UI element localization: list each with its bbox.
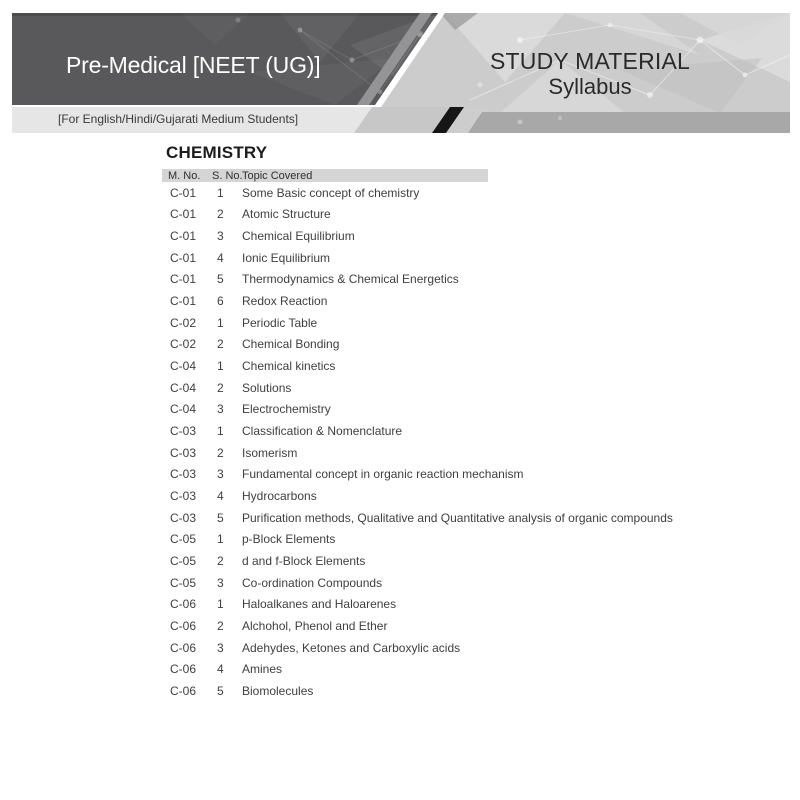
row-serial-no: 2 [217,618,224,633]
row-serial-no: 4 [217,250,224,265]
row-topic: Alchohol, Phenol and Ether [242,618,388,633]
table-row [162,399,772,421]
row-module-no: C-01 [170,185,197,200]
table-row [162,507,772,529]
row-serial-no: 1 [217,597,224,612]
row-serial-no: 6 [217,294,224,309]
table-row [162,182,772,204]
table-row [162,572,772,594]
row-serial-no: 2 [217,337,224,352]
table-row [162,204,772,226]
row-serial-no: 1 [217,185,224,200]
row-module-no: C-06 [170,683,197,698]
table-row [162,312,772,334]
row-serial-no: 1 [217,532,224,547]
row-module-no: C-01 [170,207,197,222]
syllabus-label: Syllabus [548,74,632,99]
row-serial-no: 1 [217,315,224,330]
row-topic: Electrochemistry [242,402,331,417]
table-row [162,593,772,615]
row-serial-no: 3 [217,402,224,417]
row-serial-no: 2 [217,380,224,395]
table-row [162,247,772,269]
row-serial-no: 2 [217,207,224,222]
row-module-no: C-06 [170,662,197,677]
table-row [162,658,772,680]
row-module-no: C-03 [170,424,197,439]
row-module-no: C-01 [170,250,197,265]
row-serial-no: 3 [217,229,224,244]
study-material-label: STUDY MATERIAL [489,48,691,74]
row-topic: Adehydes, Ketones and Carboxylic acids [242,640,461,655]
row-module-no: C-06 [170,618,197,633]
row-topic: Amines [242,662,283,677]
row-topic: Atomic Structure [242,207,331,222]
syllabus-table-body [162,182,772,702]
table-header-row [162,169,488,182]
row-module-no: C-03 [170,489,197,504]
row-topic: Thermodynamics & Chemical Energetics [242,272,459,287]
row-topic: d and f-Block Elements [242,553,366,568]
table-row [162,269,772,291]
row-serial-no: 5 [217,510,224,525]
row-module-no: C-04 [170,380,197,395]
material-title-block [470,50,710,98]
row-serial-no: 4 [217,662,224,677]
row-topic: Solutions [242,380,292,395]
subject-heading: CHEMISTRY [166,143,268,162]
table-row [162,442,772,464]
table-row [162,615,772,637]
row-module-no: C-02 [170,315,197,330]
row-topic: Chemical Bonding [242,337,340,352]
row-serial-no: 5 [217,272,224,287]
row-topic: Redox Reaction [242,294,328,309]
row-serial-no: 4 [217,489,224,504]
row-serial-no: 3 [217,640,224,655]
row-topic: Some Basic concept of chemistry [242,185,420,200]
row-module-no: C-01 [170,272,197,287]
table-row [162,355,772,377]
column-header-topic: Topic Covered [242,169,313,182]
table-row [162,334,772,356]
row-module-no: C-03 [170,445,197,460]
table-row [162,529,772,551]
row-topic: Hydrocarbons [242,489,317,504]
row-topic: Co-ordination Compounds [242,575,383,590]
row-topic: Chemical Equilibrium [242,229,355,244]
row-module-no: C-04 [170,402,197,417]
row-topic: Ionic Equilibrium [242,250,331,265]
row-module-no: C-01 [170,294,197,309]
row-serial-no: 2 [217,553,224,568]
row-module-no: C-05 [170,532,197,547]
row-topic: Chemical kinetics [242,359,336,374]
row-topic: Classification & Nomenclature [242,424,403,439]
table-row [162,680,772,702]
row-module-no: C-04 [170,359,197,374]
table-row [162,290,772,312]
row-serial-no: 1 [217,359,224,374]
row-topic: Purification methods, Qualitative and Quantitative analysis of organic compounds [242,510,673,525]
table-row [162,420,772,442]
row-topic: Haloalkanes and Haloarenes [242,597,397,612]
table-row [162,464,772,486]
column-header-mno: M. No. [168,169,201,182]
medium-students-note: [For English/Hindi/Gujarati Medium Students] [58,112,299,126]
row-module-no: C-03 [170,510,197,525]
table-row [162,637,772,659]
row-module-no: C-06 [170,597,197,612]
header-banner [0,0,800,140]
row-topic: p-Block Elements [242,532,336,547]
table-row [162,550,772,572]
row-topic: Biomolecules [242,683,314,698]
row-module-no: C-05 [170,553,197,568]
row-module-no: C-06 [170,640,197,655]
row-module-no: C-02 [170,337,197,352]
table-row [162,225,772,247]
table-row [162,485,772,507]
program-title: Pre-Medical [NEET (UG)] [66,52,321,78]
row-serial-no: 5 [217,683,224,698]
row-serial-no: 3 [217,467,224,482]
row-topic: Periodic Table [242,315,318,330]
row-serial-no: 1 [217,424,224,439]
row-module-no: C-01 [170,229,197,244]
row-topic: Isomerism [242,445,298,460]
column-header-sno: S. No. [212,169,243,182]
row-serial-no: 2 [217,445,224,460]
row-module-no: C-05 [170,575,197,590]
table-row [162,377,772,399]
row-module-no: C-03 [170,467,197,482]
row-serial-no: 3 [217,575,224,590]
row-topic: Fundamental concept in organic reaction mechanism [242,467,524,482]
